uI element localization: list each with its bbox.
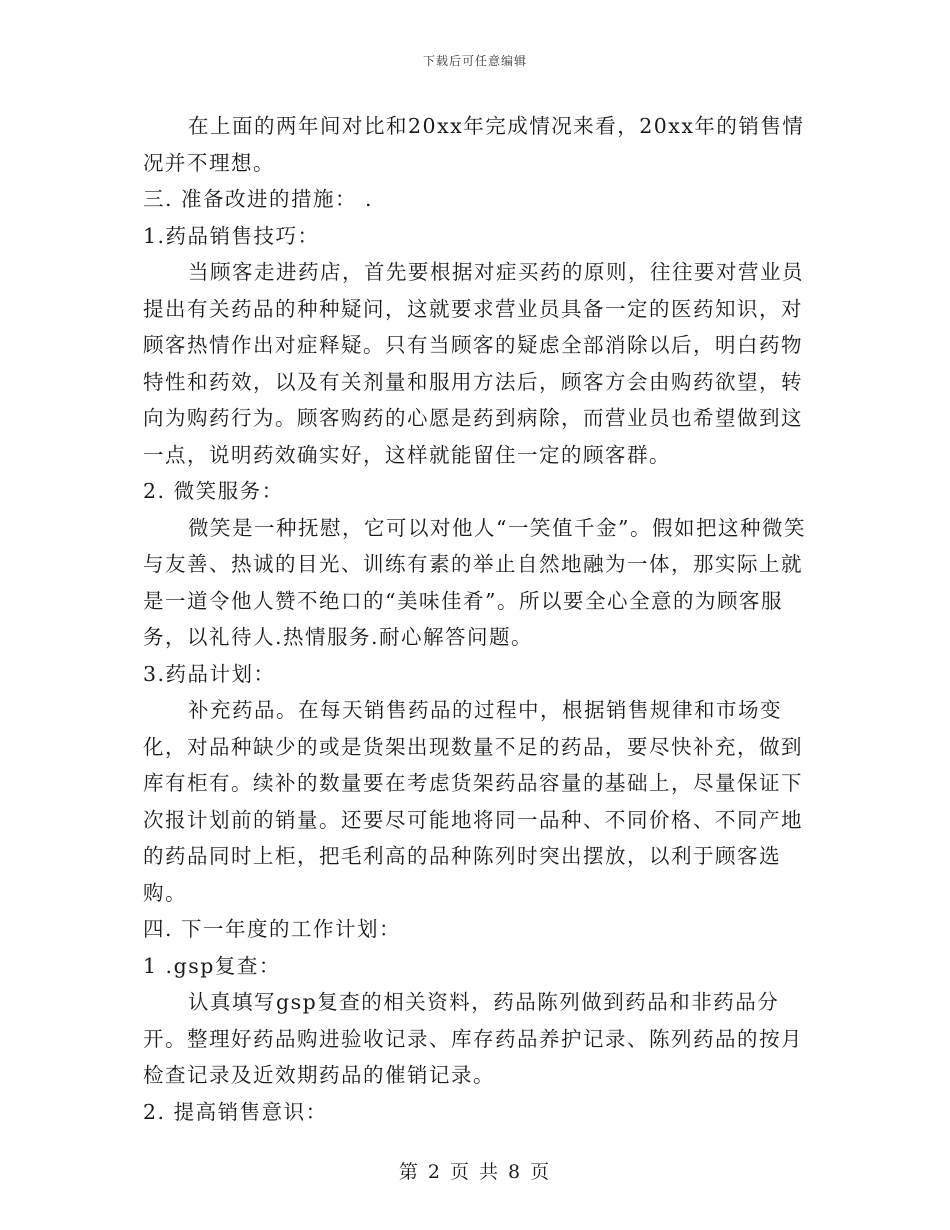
- paragraph: 当顾客走进药店，首先要根据对症买药的原则，往往要对营业员提出有关药品的种种疑问，这就要求营业员具备一定的医药知识，对顾客热情作出对症释疑。只有当顾客的疑虑全部消除以后，明白药物特性和药效，以及有关剂量和服用方法后，顾客方会由购药欲望，转向为购药行为。顾客购药的心愿是药到病除，而营业员也希望做到这一点，说明药效确实好，这样就能留住一定的顾客群。: [143, 260, 804, 467]
- subsection-heading: 1 .gsp复查：: [143, 953, 281, 978]
- page-number: [0, 1157, 950, 1184]
- subsection-heading: 2. 提高销售意识：: [143, 1099, 328, 1124]
- subsection-heading: 1.药品销售技巧：: [143, 223, 320, 248]
- paragraph: 补充药品。在每天销售药品的过程中，根据销售规律和市场变化，对品种缺少的或是货架出现数量不足的药品，要尽快补充，做到库有柜有。续补的数量要在考虑货架药品容量的基础上，尽量保证下次报计划前的销量。还要尽可能地将同一品种、不同价格、不同产地的药品同时上柜，把毛利高的品种陈列时突出摆放，以利于顾客选购。: [143, 698, 803, 905]
- paragraph: 认真填写gsp复查的相关资料，药品陈列做到药品和非药品分开。整理好药品购进验收记录、库存药品养护记录、陈列药品的按月检查记录及近效期药品的催销记录。: [143, 990, 803, 1087]
- page-number-total: 8: [508, 1161, 523, 1183]
- page-header: 下载后可任意编辑: [422, 54, 527, 68]
- document-body: [143, 108, 808, 1130]
- subsection-heading: 3.药品计划：: [143, 661, 276, 686]
- page-number-prefix: 第: [398, 1161, 420, 1183]
- subsection-heading: 2. 微笑服务：: [143, 479, 284, 503]
- page-number-middle: 页 共: [449, 1161, 501, 1183]
- page-number-current: 2: [427, 1161, 442, 1183]
- paragraph: 在上面的两年间对比和20xx年完成情况来看，20xx年的销售情况并不理想。: [143, 114, 805, 175]
- page-number-suffix: 页: [530, 1161, 552, 1183]
- section-heading: 三. 准备改进的措施： .: [143, 187, 374, 211]
- section-heading: 四. 下一年度的工作计划：: [143, 917, 402, 941]
- paragraph: 微笑是一种抚慰，它可以对他人“一笑值千金”。假如把这种微笑与友善、热诚的目光、训练有素的举止自然地融为一体，那实际上就是一道令他人赞不绝口的“美味佳肴”。所以要全心全意的为顾客服务，以礼待人.热情服务.耐心解答问题。: [143, 515, 806, 649]
